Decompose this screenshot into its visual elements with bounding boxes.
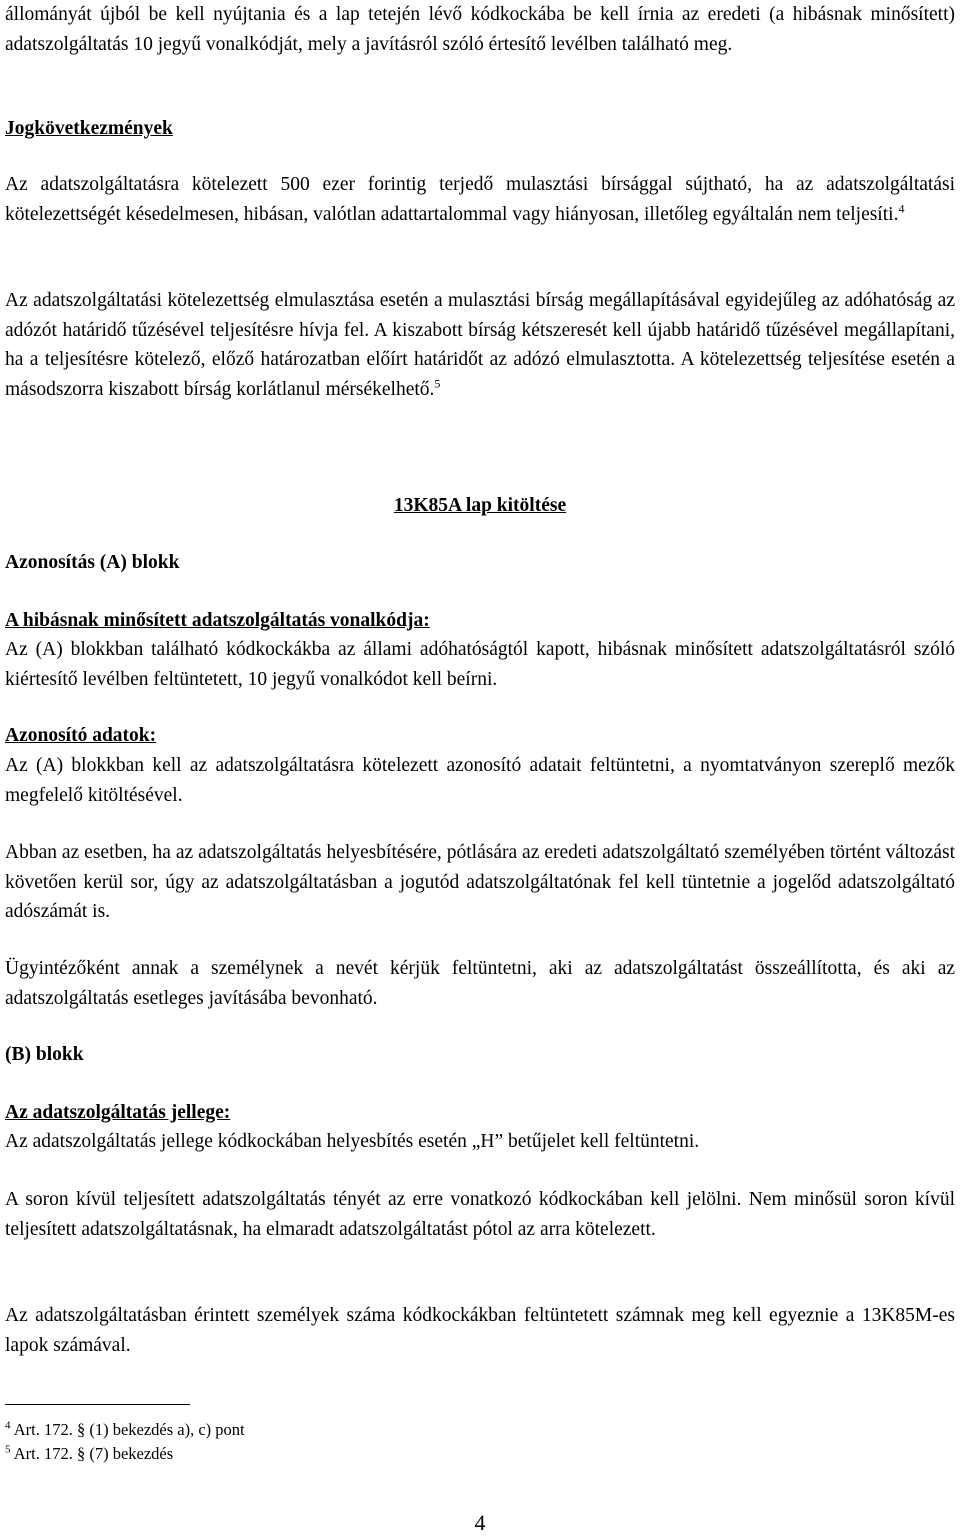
intro-continuation: állományát újból be kell nyújtania és a lap tetején lévő kódkockába be kell írnia az eredeti (a hibásnak minősített) adatszolgáltatás 10 jegyű vonalkódját, mely a javításról szóló értesítő levélben található meg. — [5, 4, 955, 55]
jogkov-paragraph-1-text: Az adatszolgáltatásra kötelezett 500 ezer forintig terjedő mulasztási bírsággal sújtható, ha az adatszolgáltatási kötelezettségét késedelmesen, hibásan, valótlan adattartalommal vagy hiányosan, illetőleg egyáltalán nem teljesíti. — [5, 174, 955, 225]
jogutod-paragraph: Abban az esetben, ha az adatszolgáltatás helyesbítésére, pótlására az eredeti adatszolgáltató személyében történt változást követően kerül sor, úgy az adatszolgáltatásban a jogutód adatszolgáltatónak fel kell tüntetnie a jogelőd adatszolgáltató adószámát is. — [5, 842, 955, 922]
section-heading-jogkovetkezmenyek: Jogkövetkezmények — [5, 118, 173, 139]
footnote-5-number: 5 — [5, 1443, 11, 1456]
vonalkod-paragraph: Az (A) blokkban található kódkockákba az állami adóhatóságtól kapott, hibásnak minősített adatszolgáltatásról szóló kiértesítő levélben feltüntetett, 10 jegyű vonalkódot kell beírni. — [5, 639, 955, 690]
jelleg-paragraph: Az adatszolgáltatás jellege kódkockában helyesbítés esetén „H” betűjelet kell feltüntetni. — [5, 1131, 700, 1152]
lap-title: 13K85A lap kitöltése — [393, 495, 567, 516]
block-a-heading: Azonosítás (A) blokk — [5, 552, 180, 573]
footnote-separator — [5, 1404, 190, 1405]
page-number: 4 — [474, 1510, 486, 1535]
footnote-5-text: Art. 172. § (7) bekezdés — [13, 1444, 174, 1463]
azonosito-paragraph: Az (A) blokkban kell az adatszolgáltatásra kötelezett azonosító adatait feltüntetni, a nyomtatványon szereplő mezők megfelelő kitöltésével. — [5, 755, 955, 806]
footnote-4-number: 4 — [5, 1419, 11, 1432]
footnote-4-text: Art. 172. § (1) bekezdés a), c) pont — [13, 1420, 245, 1439]
footnote-4 — [5, 1419, 245, 1441]
ugyintezo-paragraph: Ügyintézőként annak a személynek a nevét kérjük feltüntetni, aki az adatszolgáltatást összeállította, és aki az adatszolgáltatás esetleges javításába bevonható. — [5, 958, 955, 1009]
vonalkod-heading: A hibásnak minősített adatszolgáltatás vonalkódja: — [5, 610, 430, 631]
szemelyek-paragraph: Az adatszolgáltatásban érintett személyek száma kódkockákban feltüntetett számnak meg kell egyeznie a 13K85M-es lapok számával. — [5, 1305, 955, 1356]
jogkov-paragraph-2 — [5, 286, 955, 404]
azonosito-heading: Azonosító adatok: — [5, 725, 157, 746]
footnote-ref-4: 4 — [898, 201, 905, 215]
footnote-ref-5: 5 — [434, 376, 441, 390]
jelleg-heading: Az adatszolgáltatás jellege: — [5, 1102, 231, 1123]
jogkov-paragraph-1 — [5, 170, 955, 229]
soron-kivul-paragraph: A soron kívül teljesített adatszolgáltatás tényét az erre vonatkozó kódkockában kell jelölni. Nem minősül soron kívül teljesített adatszolgáltatásnak, ha elmaradt adatszolgáltatást pótol az arra kötelezett. — [5, 1189, 955, 1240]
footnote-5 — [5, 1443, 173, 1465]
block-b-heading: (B) blokk — [5, 1044, 84, 1065]
jogkov-paragraph-2-text: Az adatszolgáltatási kötelezettség elmulasztása esetén a mulasztási bírság megállapításával egyidejűleg az adóhatóság az adózót határidő tűzésével teljesítésre hívja fel. A kiszabott bírság kétszeresét kell újabb határidő tűzésével megállapítani, ha a teljesítésre kötelező, előző határozatban előírt határidőt az adózó elmulasztotta. A kötelezettség teljesítése esetén a másodszorra kiszabott bírság korlátlanul mérsékelhető. — [5, 290, 955, 400]
